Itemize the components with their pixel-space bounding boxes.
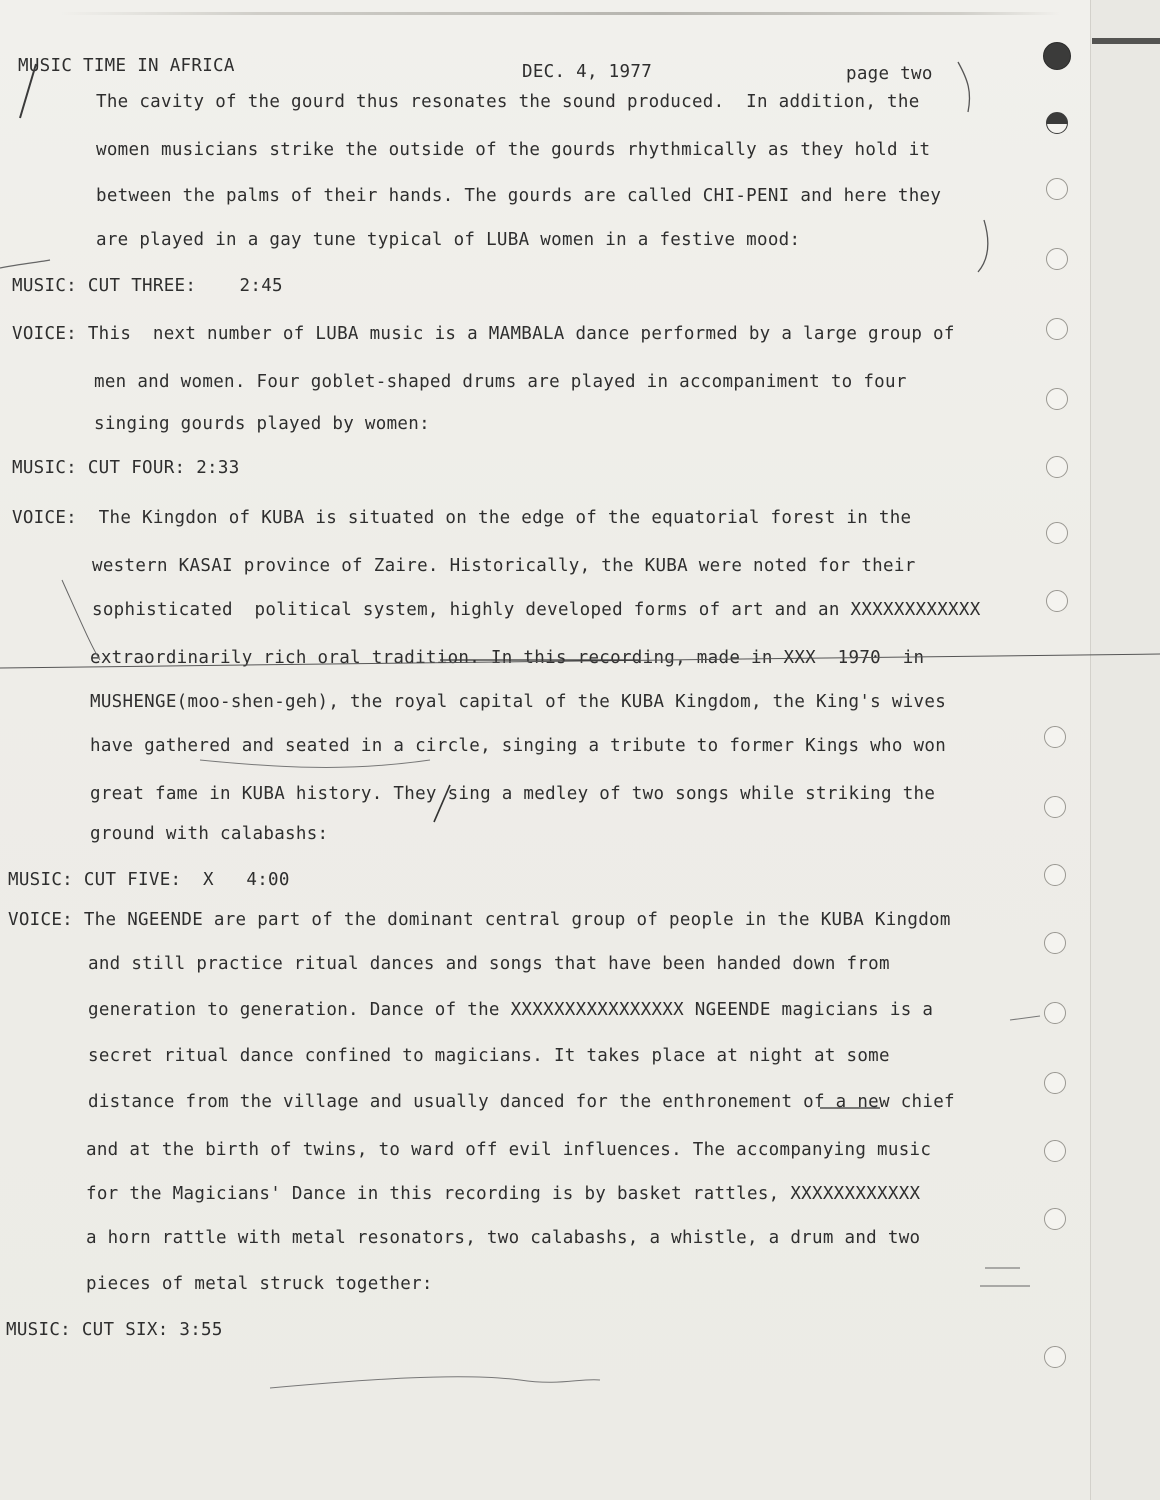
script-date: DEC. 4, 1977 (522, 62, 653, 82)
music-cue: MUSIC: CUT FIVE: X 4:00 (8, 870, 290, 890)
text-line: singing gourds played by women: (94, 414, 430, 434)
text-line: men and women. Four goblet-shaped drums are played in accompaniment to four (94, 372, 907, 392)
text-line: are played in a gay tune typical of LUBA women in a festive mood: (96, 230, 801, 250)
text-line: pieces of metal struck together: (86, 1274, 433, 1294)
music-cue: MUSIC: CUT THREE: 2:45 (12, 276, 283, 296)
text-line: western KASAI province of Zaire. Historically, the KUBA were noted for their (92, 556, 916, 576)
text-line: between the palms of their hands. The gourds are called CHI-PENI and here they (96, 186, 942, 206)
text-line: distance from the village and usually danced for the enthronement of a new chief (88, 1092, 955, 1112)
text-line: great fame in KUBA history. They sing a medley of two songs while striking the (90, 784, 936, 804)
text-line: and at the birth of twins, to ward off evil influences. The accompanying music (86, 1140, 932, 1160)
text-line: secret ritual dance confined to magicians. It takes place at night at some (88, 1046, 890, 1066)
page-number: page two (846, 64, 933, 84)
voice-line: VOICE: This next number of LUBA music is a MAMBALA dance performed by a large group of (12, 324, 955, 344)
text-line: The cavity of the gourd thus resonates the sound produced. In addition, the (96, 92, 920, 112)
text-line: sophisticated political system, highly developed forms of art and an XXXXXXXXXXXX (92, 600, 981, 620)
text-line: ground with calabashs: (90, 824, 329, 844)
program-title: MUSIC TIME IN AFRICA (18, 56, 235, 76)
text-line: and still practice ritual dances and songs that have been handed down from (88, 954, 890, 974)
voice-line: VOICE: The Kingdon of KUBA is situated on the edge of the equatorial forest in the (12, 508, 912, 528)
text-line: MUSHENGE(moo-shen-geh), the royal capital of the KUBA Kingdom, the King's wives (90, 692, 947, 712)
text-line: a horn rattle with metal resonators, two calabashs, a whistle, a drum and two (86, 1228, 921, 1248)
music-cue: MUSIC: CUT SIX: 3:55 (6, 1320, 223, 1340)
music-cue: MUSIC: CUT FOUR: 2:33 (12, 458, 240, 478)
text-line: have gathered and seated in a circle, singing a tribute to former Kings who won (90, 736, 947, 756)
voice-line: VOICE: The NGEENDE are part of the dominant central group of people in the KUBA Kingdom (8, 910, 951, 930)
text-line: women musicians strike the outside of the gourds rhythmically as they hold it (96, 140, 931, 160)
text-line: extraordinarily rich oral tradition. In this recording, made in XXX 1970 in (90, 648, 925, 668)
text-line: for the Magicians' Dance in this recording is by basket rattles, XXXXXXXXXXXX (86, 1184, 921, 1204)
text-line: generation to generation. Dance of the XXXXXXXXXXXXXXXX NGEENDE magicians is a (88, 1000, 934, 1020)
